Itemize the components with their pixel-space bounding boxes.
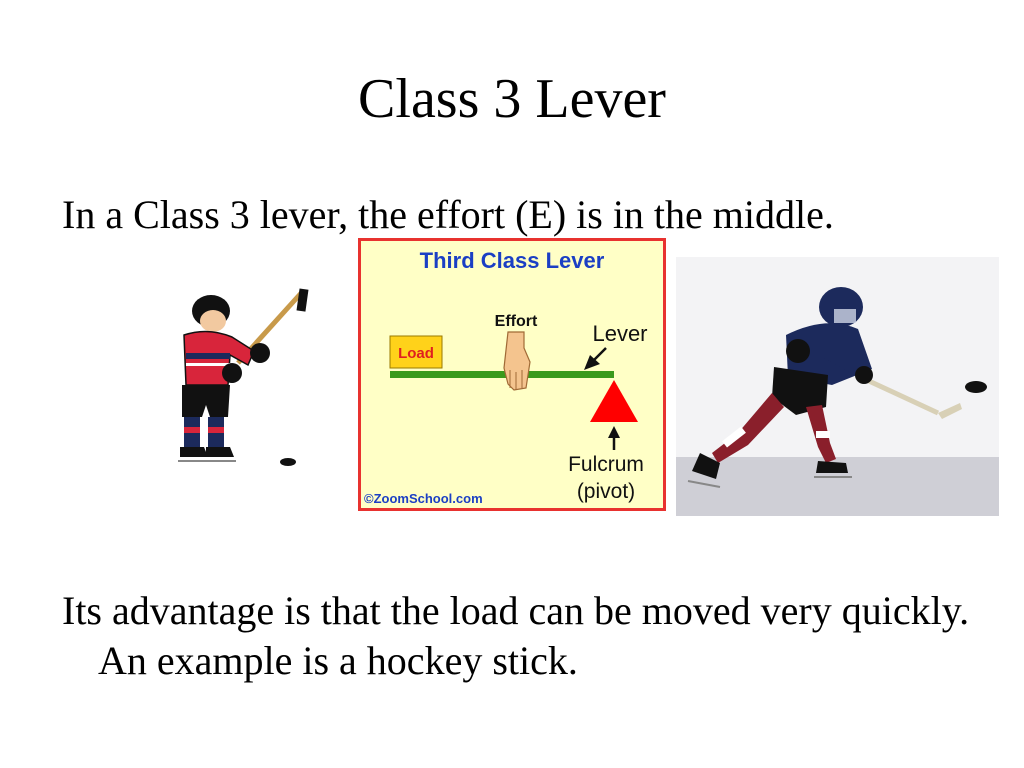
bullet-advantage: Its advantage is that the load can be moved very quickly. An example is a hockey stick. [62,588,970,683]
effort-label: Effort [494,313,538,330]
hockey-player-cartoon-icon [168,285,318,475]
third-class-lever-diagram [358,238,666,511]
hockey-player-photo-icon [676,257,999,516]
diagram-credit: ©ZoomSchool.com [364,491,483,506]
diagram-heading: Third Class Lever [419,248,605,273]
slide-title: Class 3 Lever [358,68,666,130]
fulcrum-label: Fulcrum [568,453,644,476]
lever-label: Lever [592,321,648,346]
bullet-effort-middle: In a Class 3 lever, the effort (E) is in the middle. [62,192,834,237]
pivot-label: (pivot) [576,480,636,503]
load-label: Load [398,345,434,362]
